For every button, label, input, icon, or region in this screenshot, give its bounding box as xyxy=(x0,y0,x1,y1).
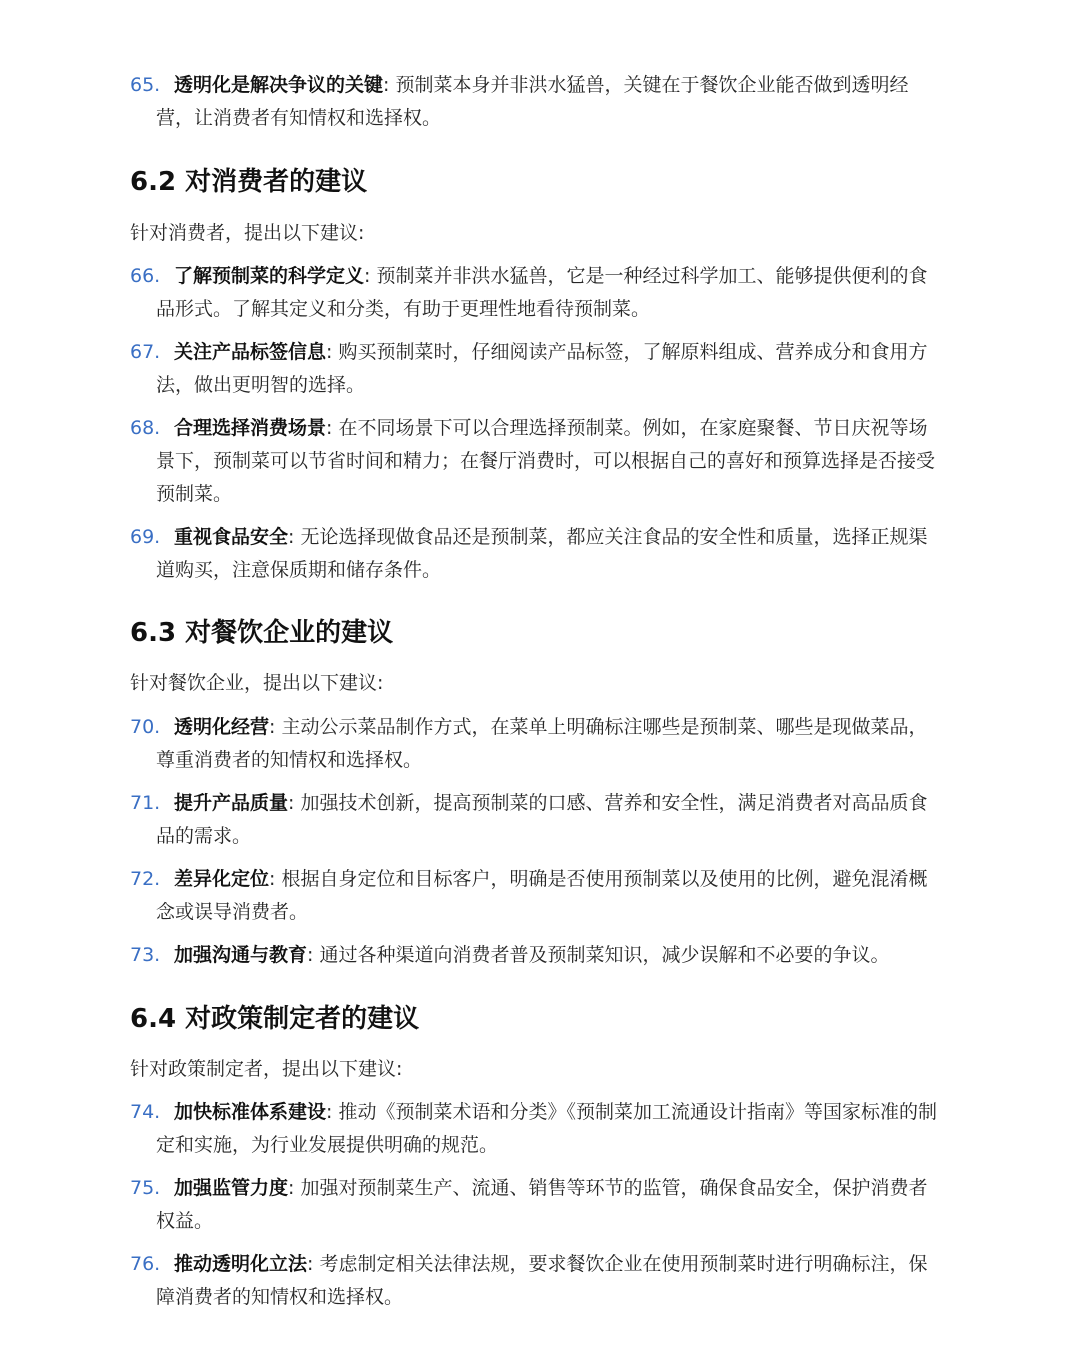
section-heading-6-3: 6.3 对餐饮企业的建议 xyxy=(130,618,394,648)
item-separator: : xyxy=(288,792,295,814)
list-item-71 xyxy=(130,787,940,853)
item-body: 通过各种渠道向消费者普及预制菜知识，减少误解和不必要的争议。 xyxy=(319,944,890,966)
item-body: 购买预制菜时，仔细阅读产品标签，了解原料组成、营养成分和食用方法，做出更明智的选择。 xyxy=(156,341,928,396)
item-body: 推动《预制菜术语和分类》《预制菜加工流通设计指南》等国家标准的制定和实施，为行业发展提供明确的规范。 xyxy=(156,1101,937,1156)
item-lead: 提升产品质量 xyxy=(174,792,289,814)
item-separator: : xyxy=(364,265,371,287)
section-intro-6-2: 针对消费者，提出以下建议: xyxy=(130,222,365,244)
item-body: 根据自身定位和目标客户，明确是否使用预制菜以及使用的比例，避免混淆概念或误导消费者。 xyxy=(156,868,928,923)
item-body: 加强对预制菜生产、流通、销售等环节的监管，确保食品安全，保护消费者权益。 xyxy=(156,1177,928,1232)
item-number: 70. xyxy=(130,716,161,738)
item-separator: : xyxy=(326,417,333,439)
section-intro-6-4: 针对政策制定者，提出以下建议: xyxy=(130,1058,403,1080)
list-item-65 xyxy=(130,69,940,135)
item-lead: 透明化经营 xyxy=(174,716,270,738)
item-separator: : xyxy=(383,74,390,96)
list-item-73 xyxy=(130,939,940,972)
section-heading-6-4: 6.4 对政策制定者的建议 xyxy=(130,1004,420,1034)
item-number: 71. xyxy=(130,792,161,814)
item-number: 65. xyxy=(130,74,161,96)
item-body: 加强技术创新，提高预制菜的口感、营养和安全性，满足消费者对高品质食品的需求。 xyxy=(156,792,928,847)
item-lead: 加强监管力度 xyxy=(174,1177,289,1199)
item-number: 68. xyxy=(130,417,161,439)
item-separator: : xyxy=(326,1101,333,1123)
item-separator: : xyxy=(307,944,314,966)
item-lead: 了解预制菜的科学定义 xyxy=(174,265,365,287)
item-body: 预制菜本身并非洪水猛兽，关键在于餐饮企业能否做到透明经营，让消费者有知情权和选择权。 xyxy=(156,74,909,129)
list-item-66 xyxy=(130,260,940,326)
list-item-75 xyxy=(130,1172,940,1238)
item-lead: 关注产品标签信息 xyxy=(174,341,327,363)
item-body: 预制菜并非洪水猛兽，它是一种经过科学加工、能够提供便利的食品形式。了解其定义和分类，有助于更理性地看待预制菜。 xyxy=(156,265,928,320)
item-lead: 推动透明化立法 xyxy=(174,1253,308,1275)
item-number: 74. xyxy=(130,1101,161,1123)
section-intro-6-3: 针对餐饮企业，提出以下建议: xyxy=(130,672,384,694)
item-lead: 透明化是解决争议的关键 xyxy=(174,74,384,96)
item-separator: : xyxy=(307,1253,314,1275)
item-number: 73. xyxy=(130,944,161,966)
item-number: 67. xyxy=(130,341,161,363)
item-lead: 加强沟通与教育 xyxy=(174,944,308,966)
item-number: 72. xyxy=(130,868,161,890)
item-separator: : xyxy=(269,716,276,738)
item-body: 主动公示菜品制作方式，在菜单上明确标注哪些是预制菜、哪些是现做菜品，尊重消费者的知情权和选择权。 xyxy=(156,716,928,771)
item-number: 69. xyxy=(130,526,161,548)
list-item-69 xyxy=(130,521,940,587)
list-item-68 xyxy=(130,412,940,511)
item-separator: : xyxy=(326,341,333,363)
item-separator: : xyxy=(288,1177,295,1199)
list-item-67 xyxy=(130,336,940,402)
item-number: 76. xyxy=(130,1253,161,1275)
list-item-76 xyxy=(130,1248,940,1314)
item-body: 在不同场景下可以合理选择预制菜。例如，在家庭聚餐、节日庆祝等场景下，预制菜可以节省时间和精力；在餐厅消费时，可以根据自己的喜好和预算选择是否接受预制菜。 xyxy=(156,417,936,505)
list-item-74 xyxy=(130,1096,940,1162)
item-number: 75. xyxy=(130,1177,161,1199)
item-lead: 差异化定位 xyxy=(174,868,270,890)
item-body: 无论选择现做食品还是预制菜，都应关注食品的安全性和质量，选择正规渠道购买，注意保质期和储存条件。 xyxy=(156,526,928,581)
section-heading-6-2: 6.2 对消费者的建议 xyxy=(130,167,368,197)
list-item-72 xyxy=(130,863,940,929)
item-separator: : xyxy=(288,526,295,548)
item-lead: 重视食品安全 xyxy=(174,526,289,548)
item-body: 考虑制定相关法律法规，要求餐饮企业在使用预制菜时进行明确标注，保障消费者的知情权和选择权。 xyxy=(156,1253,928,1308)
item-lead: 合理选择消费场景 xyxy=(174,417,327,439)
list-item-70 xyxy=(130,711,940,777)
item-separator: : xyxy=(269,868,276,890)
item-number: 66. xyxy=(130,265,161,287)
item-lead: 加快标准体系建设 xyxy=(174,1101,327,1123)
